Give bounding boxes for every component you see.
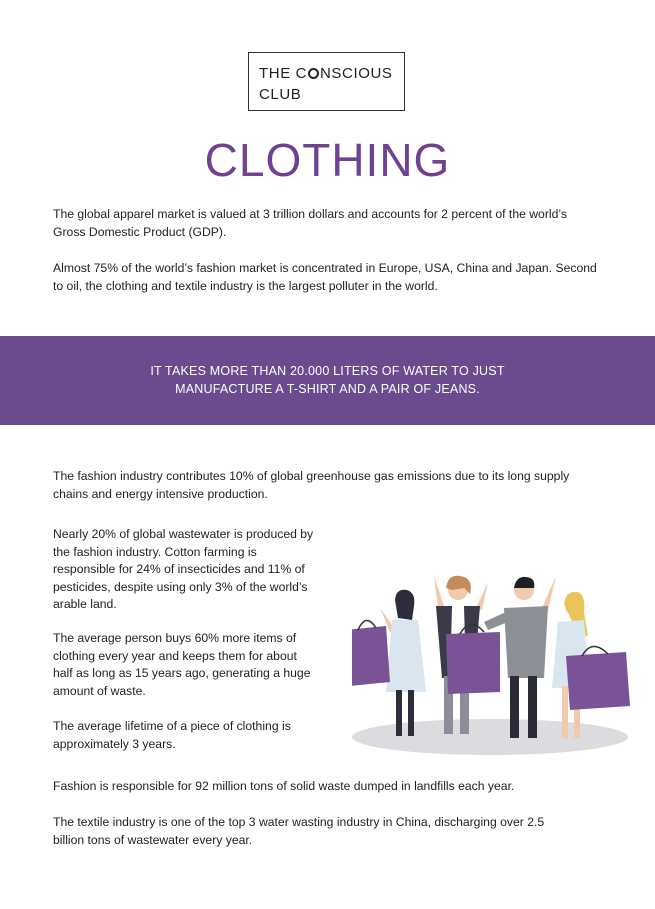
intro-paragraph-1: The global apparel market is valued at 3 trillion dollars and accounts for 2 percent of the world’s Gross Domestic Product (GDP). <box>53 207 567 239</box>
shopper-figure-1 <box>352 590 426 736</box>
shoppers-illustration <box>352 560 637 765</box>
buying-paragraph: The average person buys 60% more items of clothing every year and keeps them for about half as long as 15 years ago, generating a huge amount of waste. <box>53 631 311 698</box>
banner-line-2: MANUFACTURE A T-SHIRT AND A PAIR OF JEANS. <box>175 382 480 396</box>
logo <box>248 52 405 111</box>
banner-text <box>0 362 655 398</box>
page-title: CLOTHING <box>204 134 451 186</box>
wastewater-paragraph: Nearly 20% of global wastewater is produced by the fashion industry. Cotton farming is responsible for 24% of insecticides and 11% of pesticides, despite using only 3% of the world’s arable land. <box>53 527 314 611</box>
logo-text-club: CLUB <box>259 86 302 103</box>
highlight-banner <box>0 336 655 425</box>
floor-shadow <box>352 719 628 755</box>
china-paragraph: The textile industry is one of the top 3 water wasting industry in China, discharging over 2.5 billion tons of wastewater every year. <box>53 815 545 847</box>
shopper-figure-2 <box>434 576 500 734</box>
emissions-paragraph: The fashion industry contributes 10% of global greenhouse gas emissions due to its long supply chains and energy intensive production. <box>53 469 570 501</box>
solid-waste-paragraph: Fashion is responsible for 92 million tons of solid waste dumped in landfills each year. <box>53 779 515 793</box>
logo-text-pre: THE C <box>259 65 307 82</box>
lifetime-paragraph: The average lifetime of a piece of clothing is approximately 3 years. <box>53 719 291 751</box>
banner-line-1: IT TAKES MORE THAN 20.000 LITERS OF WATER TO JUST <box>150 364 505 378</box>
circle-icon <box>308 68 319 79</box>
logo-text-post: NSCIOUS <box>320 65 393 82</box>
intro-paragraph-2: Almost 75% of the world’s fashion market is concentrated in Europe, USA, China and Japan. Second to oil, the clothing and textile industry is the largest polluter in the world. <box>53 261 597 293</box>
shopper-figure-4 <box>552 592 630 738</box>
